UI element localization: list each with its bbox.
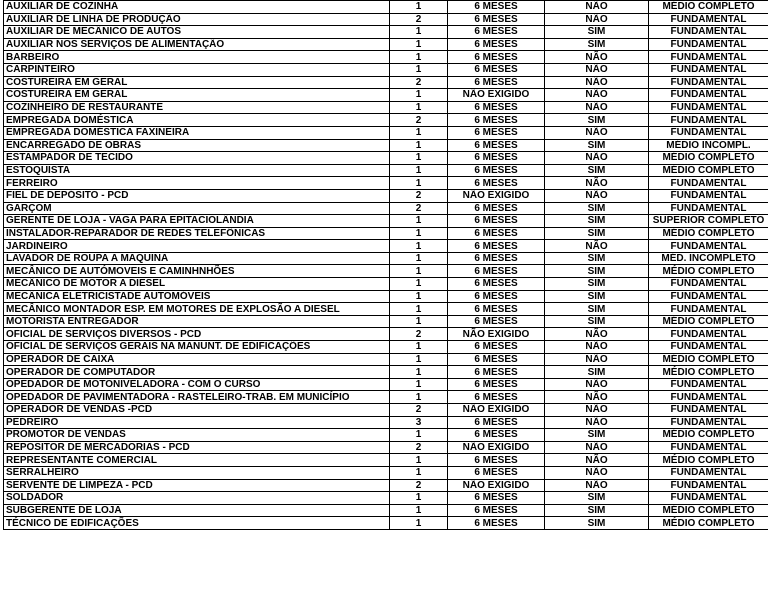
job-title-cell: PROMOTOR DE VENDAS [4,429,390,442]
education-level-cell: MÉDIO COMPLETO [649,315,768,328]
license-required-cell: SIM [545,265,649,278]
license-required-cell: NÃO [545,454,649,467]
job-title-cell: JARDINEIRO [4,240,390,253]
license-required-cell: NÃO [545,189,649,202]
job-title-cell: SERRALHEIRO [4,466,390,479]
experience-cell: 6 MESES [448,353,545,366]
license-required-cell: NÃO [545,391,649,404]
education-level-cell: MÉDIO COMPLETO [649,164,768,177]
vacancy-count-cell: 1 [390,517,448,530]
vacancy-count-cell: 1 [390,1,448,14]
job-title-cell: GARÇOM [4,202,390,215]
education-level-cell: FUNDAMENTAL [649,278,768,291]
license-required-cell: SIM [545,252,649,265]
license-required-cell: SIM [545,278,649,291]
job-title-cell: TÉCNICO DE EDIFICAÇÕES [4,517,390,530]
table-row [4,51,768,64]
job-title-cell: COZINHEIRO DE RESTAURANTE [4,101,390,114]
vacancy-count-cell: 1 [390,252,448,265]
license-required-cell: NÃO [545,152,649,165]
experience-cell: 6 MESES [448,315,545,328]
experience-cell: 6 MESES [448,265,545,278]
license-required-cell: NÃO [545,51,649,64]
table-row [4,76,768,89]
education-level-cell: MÉDIO COMPLETO [649,265,768,278]
table-row [4,1,768,14]
license-required-cell: NÃO [545,479,649,492]
education-level-cell: FUNDAMENTAL [649,479,768,492]
job-title-cell: REPOSITOR DE MERCADORIAS - PCD [4,441,390,454]
table-row [4,454,768,467]
license-required-cell: SIM [545,139,649,152]
education-level-cell: FUNDAMENTAL [649,378,768,391]
experience-cell: NÃO EXIGIDO [448,328,545,341]
education-level-cell: FUNDAMENTAL [649,391,768,404]
table-row [4,227,768,240]
table-row [4,404,768,417]
table-row [4,177,768,190]
vacancy-count-cell: 1 [390,454,448,467]
license-required-cell: NÃO [545,353,649,366]
license-required-cell: NÃO [545,63,649,76]
table-row [4,366,768,379]
vacancy-count-cell: 2 [390,202,448,215]
experience-cell: 6 MESES [448,391,545,404]
table-row [4,126,768,139]
experience-cell: 6 MESES [448,76,545,89]
experience-cell: 6 MESES [448,177,545,190]
vacancy-count-cell: 1 [390,38,448,51]
vacancy-count-cell: 1 [390,466,448,479]
license-required-cell: NÃO [545,404,649,417]
table-row [4,429,768,442]
table-row [4,63,768,76]
job-title-cell: CARPINTEIRO [4,63,390,76]
education-level-cell: FUNDAMENTAL [649,101,768,114]
table-row [4,240,768,253]
job-title-cell: FERREIRO [4,177,390,190]
experience-cell: 6 MESES [448,240,545,253]
license-required-cell: NÃO [545,126,649,139]
education-level-cell: FUNDAMENTAL [649,13,768,26]
license-required-cell: SIM [545,202,649,215]
education-level-cell: MÉD. INCOMPLETO [649,252,768,265]
vacancy-count-cell: 2 [390,441,448,454]
vacancy-count-cell: 1 [390,278,448,291]
education-level-cell: SUPERIOR COMPLETO [649,215,768,228]
license-required-cell: NÃO [545,416,649,429]
education-level-cell: FUNDAMENTAL [649,466,768,479]
education-level-cell: FUNDAMENTAL [649,416,768,429]
license-required-cell: SIM [545,504,649,517]
education-level-cell: FUNDAMENTAL [649,26,768,39]
experience-cell: 6 MESES [448,416,545,429]
table-row [4,517,768,530]
license-required-cell: SIM [545,114,649,127]
job-title-cell: SOLDADOR [4,492,390,505]
vacancy-count-cell: 1 [390,303,448,316]
job-title-cell: ESTAMPADOR DE TECIDO [4,152,390,165]
vacancy-count-cell: 1 [390,504,448,517]
education-level-cell: FUNDAMENTAL [649,51,768,64]
license-required-cell: NÃO [545,177,649,190]
education-level-cell: FUNDAMENTAL [649,189,768,202]
job-title-cell: OPERADOR DE COMPUTADOR [4,366,390,379]
experience-cell: 6 MESES [448,278,545,291]
vacancy-count-cell: 1 [390,177,448,190]
vacancy-count-cell: 1 [390,126,448,139]
experience-cell: 6 MESES [448,366,545,379]
vacancy-count-cell: 1 [390,63,448,76]
table-row [4,479,768,492]
job-title-cell: PEDREIRO [4,416,390,429]
table-row [4,315,768,328]
table-row [4,215,768,228]
table-row [4,303,768,316]
education-level-cell: FUNDAMENTAL [649,63,768,76]
education-level-cell: FUNDAMENTAL [649,341,768,354]
experience-cell: 6 MESES [448,26,545,39]
education-level-cell: MÉDIO COMPLETO [649,366,768,379]
experience-cell: NÃO EXIGIDO [448,441,545,454]
education-level-cell: FUNDAMENTAL [649,76,768,89]
job-title-cell: ESTOQUISTA [4,164,390,177]
experience-cell: 6 MESES [448,303,545,316]
vacancy-count-cell: 1 [390,215,448,228]
education-level-cell: FUNDAMENTAL [649,126,768,139]
vacancy-count-cell: 2 [390,404,448,417]
table-row [4,139,768,152]
job-title-cell: MECÂNICA ELETRICISTADE AUTOMÓVEIS [4,290,390,303]
vacancy-count-cell: 2 [390,189,448,202]
education-level-cell: MÉDIO COMPLETO [649,429,768,442]
education-level-cell: MÉDIO COMPLETO [649,454,768,467]
job-title-cell: AUXILIAR NOS SERVIÇOS DE ALIMENTAÇÃO [4,38,390,51]
job-title-cell: MOTORISTA ENTREGADOR [4,315,390,328]
job-title-cell: AUXILIAR DE COZINHA [4,1,390,14]
table-row [4,164,768,177]
license-required-cell: SIM [545,26,649,39]
experience-cell: 6 MESES [448,341,545,354]
license-required-cell: SIM [545,517,649,530]
license-required-cell: NÃO [545,240,649,253]
experience-cell: 6 MESES [448,252,545,265]
table-row [4,492,768,505]
license-required-cell: NÃO [545,441,649,454]
experience-cell: NÃO EXIGIDO [448,404,545,417]
table-row [4,391,768,404]
table-row [4,189,768,202]
job-title-cell: FIEL DE DEPÓSITO - PCD [4,189,390,202]
vacancy-count-cell: 1 [390,341,448,354]
job-vacancy-table-body [4,1,768,530]
experience-cell: 6 MESES [448,454,545,467]
vacancy-count-cell: 2 [390,13,448,26]
table-row [4,101,768,114]
vacancy-count-cell: 2 [390,479,448,492]
license-required-cell: SIM [545,164,649,177]
experience-cell: NÃO EXIGIDO [448,189,545,202]
table-row [4,13,768,26]
education-level-cell: FUNDAMENTAL [649,89,768,102]
education-level-cell: MÉDIO COMPLETO [649,504,768,517]
experience-cell: NÃO EXIGIDO [448,479,545,492]
table-row [4,38,768,51]
job-title-cell: SUBGERENTE DE LOJA [4,504,390,517]
experience-cell: 6 MESES [448,504,545,517]
education-level-cell: FUNDAMENTAL [649,303,768,316]
table-row [4,504,768,517]
vacancy-count-cell: 1 [390,290,448,303]
education-level-cell: MÉDIO COMPLETO [649,1,768,14]
vacancy-count-cell: 1 [390,101,448,114]
experience-cell: 6 MESES [448,152,545,165]
vacancy-count-cell: 1 [390,492,448,505]
job-title-cell: OPEDADOR DE PAVIMENTADORA - RASTELEIRO-TRAB. EM MUNICÍPIO [4,391,390,404]
table-row [4,378,768,391]
license-required-cell: NÃO [545,101,649,114]
education-level-cell: MÉDIO COMPLETO [649,517,768,530]
job-title-cell: LAVADOR DE ROUPA A MAQUINA [4,252,390,265]
job-title-cell: EMPREGADA DOMÉSTICA FAXINEIRA [4,126,390,139]
job-title-cell: ENCARREGADO DE OBRAS [4,139,390,152]
license-required-cell: NÃO [545,89,649,102]
job-title-cell: OFICIAL DE SERVIÇOS GERAIS NA MANUNT. DE EDIFICAÇÕES [4,341,390,354]
job-title-cell: COSTUREIRA EM GERAL [4,89,390,102]
job-title-cell: REPRESENTANTE COMERCIAL [4,454,390,467]
education-level-cell: FUNDAMENTAL [649,114,768,127]
experience-cell: 6 MESES [448,51,545,64]
license-required-cell: SIM [545,492,649,505]
table-row [4,152,768,165]
job-title-cell: AUXILIAR DE LINHA DE PRODUÇÃO [4,13,390,26]
table-row [4,353,768,366]
job-vacancy-table [3,0,768,530]
education-level-cell: FUNDAMENTAL [649,441,768,454]
license-required-cell: NÃO [545,341,649,354]
license-required-cell: SIM [545,303,649,316]
experience-cell: 6 MESES [448,466,545,479]
vacancy-count-cell: 2 [390,76,448,89]
experience-cell: 6 MESES [448,215,545,228]
job-title-cell: MECÂNICO DE MOTOR A DIESEL [4,278,390,291]
table-row [4,290,768,303]
experience-cell: 6 MESES [448,126,545,139]
education-level-cell: FUNDAMENTAL [649,404,768,417]
table-row [4,416,768,429]
table-row [4,441,768,454]
job-title-cell: MECÂNICO DE AUTÓMOVEIS E CAMINHNHÕES [4,265,390,278]
job-title-cell: GERENTE DE LOJA - VAGA PARA EPITACIOLÂNDIA [4,215,390,228]
job-title-cell: INSTALADOR-REPARADOR DE REDES TELEFÔNICAS [4,227,390,240]
license-required-cell: NÃO [545,76,649,89]
vacancy-count-cell: 1 [390,26,448,39]
license-required-cell: SIM [545,315,649,328]
table-row [4,341,768,354]
experience-cell: 6 MESES [448,114,545,127]
vacancy-count-cell: 1 [390,429,448,442]
vacancy-count-cell: 1 [390,139,448,152]
vacancy-count-cell: 1 [390,366,448,379]
experience-cell: 6 MESES [448,13,545,26]
education-level-cell: FUNDAMENTAL [649,177,768,190]
vacancy-count-cell: 1 [390,152,448,165]
table-row [4,328,768,341]
vacancy-count-cell: 1 [390,353,448,366]
table-row [4,89,768,102]
license-required-cell: NÃO [545,1,649,14]
experience-cell: 6 MESES [448,290,545,303]
job-title-cell: MECÂNICO MONTADOR ESP. EM MOTORES DE EXPLOSÃO A DIESEL [4,303,390,316]
vacancy-count-cell: 1 [390,315,448,328]
vacancy-count-cell: 2 [390,114,448,127]
license-required-cell: NÃO [545,13,649,26]
vacancy-count-cell: 1 [390,89,448,102]
vacancy-count-cell: 1 [390,391,448,404]
license-required-cell: NÃO [545,378,649,391]
table-row [4,26,768,39]
experience-cell: 6 MESES [448,227,545,240]
table-row [4,202,768,215]
education-level-cell: MÉDIO COMPLETO [649,152,768,165]
job-title-cell: OPEDADOR DE MOTONIVELADORA - COM O CURSO [4,378,390,391]
vacancy-count-cell: 1 [390,227,448,240]
education-level-cell: MÉDIO COMPLETO [649,353,768,366]
experience-cell: 6 MESES [448,517,545,530]
job-title-cell: BARBEIRO [4,51,390,64]
education-level-cell: FUNDAMENTAL [649,202,768,215]
education-level-cell: FUNDAMENTAL [649,328,768,341]
license-required-cell: NÃO [545,328,649,341]
vacancy-count-cell: 1 [390,265,448,278]
license-required-cell: SIM [545,227,649,240]
table-row [4,114,768,127]
vacancy-count-cell: 2 [390,328,448,341]
job-title-cell: OPERADOR DE CAIXA [4,353,390,366]
table-row [4,278,768,291]
experience-cell: 6 MESES [448,202,545,215]
vacancy-count-cell: 1 [390,378,448,391]
education-level-cell: FUNDAMENTAL [649,38,768,51]
education-level-cell: MÉDIO COMPLETO [649,227,768,240]
experience-cell: 6 MESES [448,101,545,114]
experience-cell: 6 MESES [448,492,545,505]
table-row [4,252,768,265]
vacancy-count-cell: 1 [390,240,448,253]
vacancy-count-cell: 3 [390,416,448,429]
job-title-cell: OPERADOR DE VENDAS -PCD [4,404,390,417]
job-title-cell: COSTUREIRA EM GERAL [4,76,390,89]
experience-cell: 6 MESES [448,429,545,442]
experience-cell: 6 MESES [448,164,545,177]
license-required-cell: SIM [545,429,649,442]
experience-cell: 6 MESES [448,63,545,76]
experience-cell: 6 MESES [448,1,545,14]
experience-cell: NÃO EXIGIDO [448,89,545,102]
education-level-cell: FUNDAMENTAL [649,240,768,253]
license-required-cell: SIM [545,290,649,303]
license-required-cell: SIM [545,215,649,228]
license-required-cell: NÃO [545,466,649,479]
experience-cell: 6 MESES [448,38,545,51]
job-title-cell: EMPREGADA DOMÉSTICA [4,114,390,127]
table-row [4,265,768,278]
job-title-cell: SERVENTE DE LIMPEZA - PCD [4,479,390,492]
vacancy-count-cell: 1 [390,51,448,64]
experience-cell: 6 MESES [448,378,545,391]
education-level-cell: FUNDAMENTAL [649,492,768,505]
vacancy-count-cell: 1 [390,164,448,177]
education-level-cell: FUNDAMENTAL [649,290,768,303]
job-title-cell: OFICIAL DE SERVIÇOS DIVERSOS - PCD [4,328,390,341]
license-required-cell: SIM [545,38,649,51]
experience-cell: 6 MESES [448,139,545,152]
license-required-cell: SIM [545,366,649,379]
job-title-cell: AUXILIAR DE MECÂNICO DE AUTOS [4,26,390,39]
education-level-cell: MÉDIO INCOMPL. [649,139,768,152]
table-row [4,466,768,479]
